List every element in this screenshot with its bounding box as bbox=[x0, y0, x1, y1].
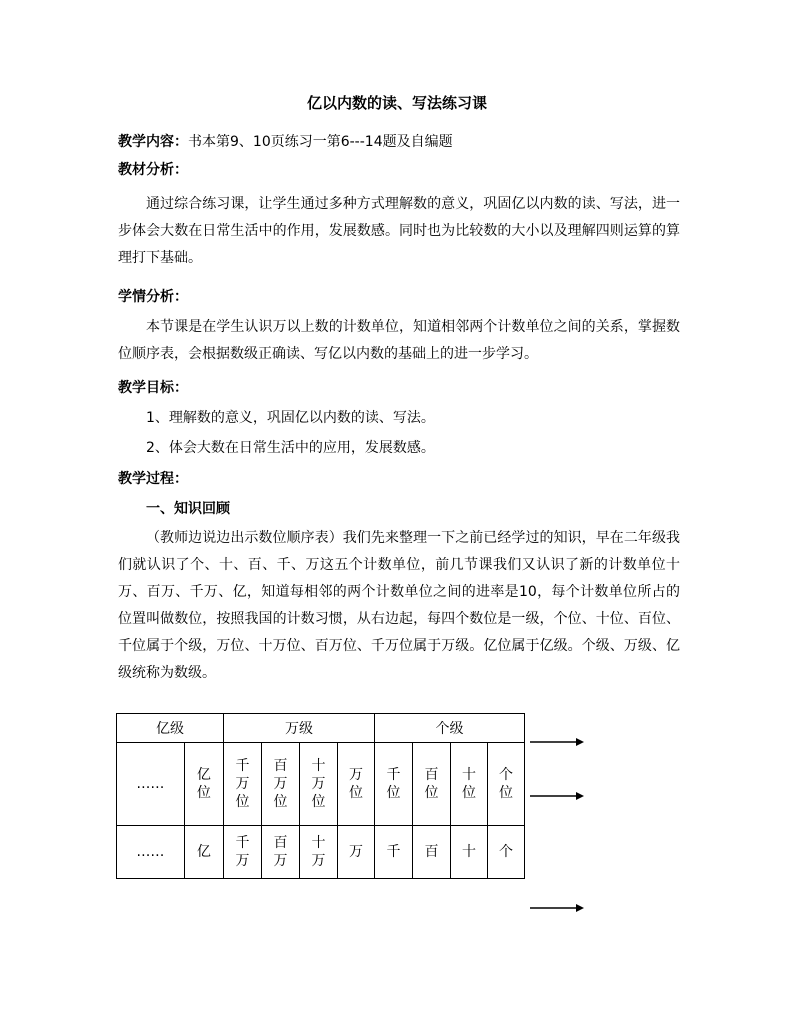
teaching-content-text: 书本第9、10页练习一第6---14题及自编题 bbox=[188, 134, 453, 150]
teaching-content-line bbox=[118, 132, 453, 152]
process-heading: 教学过程： bbox=[118, 471, 188, 487]
process-paragraph: （教师边说边出示数位顺序表）我们先来整理一下之前已经学过的知识，早在二年级我们就认识了个、十、百、千、万这五个计数单位，前几节课我们又认识了新的计数单位十万、百万、千万、亿，知道每相邻的两个计数单位之间的进率是10，每个计数单位所占的位置叫做数位，按照我国的计数习惯，从右边起，每四个数位是一级，个位、十位、百位、千位属于个级，万位、十万位、百万位、千万位属于万级。亿位属于亿级。个级、万级、亿级统称为数级。 bbox=[118, 530, 680, 681]
goals-heading: 教学目标： bbox=[118, 380, 188, 396]
table-cell: 千万 bbox=[235, 835, 250, 869]
table-cell: 十位 bbox=[462, 767, 476, 801]
group-ge: 个级 bbox=[375, 714, 525, 743]
table-cell: 个位 bbox=[499, 767, 513, 801]
table-cell: 万位 bbox=[349, 767, 363, 801]
table-cell: 亿位 bbox=[196, 767, 211, 801]
right-arrow-icon bbox=[530, 903, 584, 913]
table-cell: 个 bbox=[499, 844, 513, 860]
students-paragraph: 本节课是在学生认识万以上数的计数单位，知道相邻两个计数单位之间的关系，掌握数位顺序表，会根据数级正确读、写亿以内数的基础上的进一步学习。 bbox=[118, 319, 680, 362]
teaching-content-label: 教学内容： bbox=[118, 134, 188, 150]
table-row bbox=[117, 743, 525, 826]
table-cell: …… bbox=[117, 743, 185, 826]
table-cell: 十万位 bbox=[311, 758, 326, 810]
material-heading: 教材分析： bbox=[118, 162, 188, 178]
place-value-table bbox=[116, 713, 525, 879]
table-cell: 千位 bbox=[386, 767, 401, 801]
table-cell: …… bbox=[117, 826, 185, 879]
table-cell: 亿 bbox=[196, 844, 211, 860]
table-cell: 百 bbox=[424, 844, 439, 860]
table-cell: 百万 bbox=[273, 835, 288, 869]
table-row bbox=[117, 826, 525, 879]
table-cell: 千 bbox=[386, 844, 401, 860]
students-heading: 学情分析： bbox=[118, 289, 188, 305]
group-wan: 万级 bbox=[224, 714, 375, 743]
right-arrow-icon bbox=[530, 791, 584, 801]
page-title: 亿以内数的读、写法练习课 bbox=[306, 94, 487, 112]
table-group-row bbox=[117, 714, 525, 743]
goal-item: 2、体会大数在日常生活中的应用，发展数感。 bbox=[146, 440, 435, 456]
right-arrow-icon bbox=[530, 737, 584, 747]
table-cell: 千万位 bbox=[235, 758, 250, 810]
table-cell: 百万位 bbox=[273, 758, 288, 810]
table-cell: 十 bbox=[462, 844, 476, 860]
table-cell: 百位 bbox=[424, 767, 439, 801]
goal-item: 1、理解数的意义，巩固亿以内数的读、写法。 bbox=[146, 410, 435, 426]
table-cell: 万 bbox=[349, 844, 363, 860]
material-paragraph: 通过综合练习课，让学生通过多种方式理解数的意义，巩固亿以内数的读、写法，进一步体会大数在日常生活中的作用，发展数感。同时也为比较数的大小以及理解四则运算的算理打下基础。 bbox=[118, 196, 680, 266]
section-heading: 一、知识回顾 bbox=[146, 501, 230, 517]
group-yi: 亿级 bbox=[117, 714, 224, 743]
table-cell: 十万 bbox=[311, 835, 326, 869]
